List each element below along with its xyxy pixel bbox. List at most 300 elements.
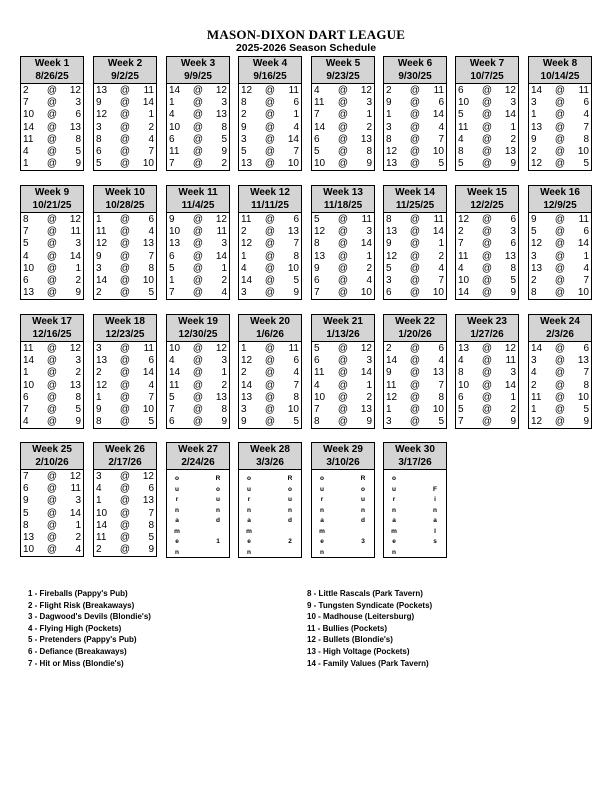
away-team-number: 5 <box>314 214 320 225</box>
home-team-number: 11 <box>70 483 81 495</box>
week-13-block <box>311 185 375 300</box>
match-row <box>456 263 518 275</box>
match-row <box>529 146 591 158</box>
match-row <box>21 483 83 495</box>
away-team-number: 1 <box>531 109 537 121</box>
at-symbol: @ <box>337 355 349 367</box>
home-team-number: 8 <box>293 391 299 403</box>
match-row <box>167 109 229 121</box>
away-team-number: 3 <box>96 343 102 354</box>
match-row <box>456 134 518 146</box>
match-row <box>21 367 83 379</box>
home-team-number: 2 <box>148 121 154 133</box>
match-row <box>529 238 591 250</box>
away-team-number: 5 <box>23 507 29 519</box>
match-row <box>529 158 591 170</box>
at-symbol: @ <box>46 483 58 495</box>
away-team-number: 3 <box>96 121 102 133</box>
at-symbol: @ <box>119 379 131 391</box>
away-team-number: 4 <box>169 109 175 121</box>
week-header <box>21 186 83 213</box>
home-team-number: 1 <box>366 379 372 391</box>
home-team-number: 11 <box>578 85 589 96</box>
home-team-number: 1 <box>366 109 372 121</box>
home-team-number: 13 <box>360 403 372 415</box>
home-team-number: 3 <box>75 97 81 109</box>
away-team-number: 12 <box>96 379 108 391</box>
match-row <box>529 226 591 238</box>
at-symbol: @ <box>481 343 493 354</box>
week-label: Week 2 <box>107 58 143 69</box>
week-header <box>94 443 156 470</box>
at-symbol: @ <box>337 262 349 274</box>
match-row <box>529 85 591 97</box>
home-team-number: 14 <box>142 97 154 109</box>
week-date: 1/27/26 <box>470 328 504 340</box>
home-team-number: 13 <box>360 133 372 145</box>
week-label: Week 5 <box>325 58 361 69</box>
at-symbol: @ <box>46 507 58 519</box>
vertical-letter: u <box>392 485 396 493</box>
home-team-number: 1 <box>438 238 444 250</box>
match-row <box>239 238 301 250</box>
at-symbol: @ <box>409 355 421 367</box>
match-row <box>456 226 518 238</box>
home-team-number: 14 <box>142 367 154 379</box>
match-row <box>456 380 518 392</box>
away-team-number: 8 <box>96 416 102 428</box>
away-team-number: 12 <box>241 355 253 367</box>
week-date: 2/17/26 <box>108 456 142 468</box>
home-team-number: 7 <box>583 121 589 133</box>
match-row <box>239 287 301 299</box>
match-row <box>529 251 591 263</box>
match-row <box>312 275 374 287</box>
tournament-vertical-text <box>312 470 374 557</box>
match-row <box>21 158 83 170</box>
match-row <box>239 134 301 146</box>
match-row <box>21 416 83 428</box>
vertical-letter: n <box>175 548 179 556</box>
home-team-number: 13 <box>142 238 154 250</box>
vertical-letter: n <box>392 548 396 556</box>
match-row <box>94 251 156 263</box>
match-row <box>239 380 301 392</box>
vertical-letter: o <box>320 475 324 482</box>
away-team-number: 5 <box>386 262 392 274</box>
tournament-word-column <box>172 474 182 558</box>
match-row <box>456 343 518 355</box>
vertical-letter: l <box>434 527 436 535</box>
vertical-letter: a <box>433 517 437 524</box>
away-team-number: 10 <box>458 97 470 109</box>
at-symbol: @ <box>192 403 204 415</box>
away-team-number: 8 <box>458 145 464 157</box>
match-row <box>384 392 446 404</box>
away-team-number: 1 <box>23 158 29 170</box>
match-row <box>529 367 591 379</box>
at-symbol: @ <box>46 343 58 354</box>
vertical-letter: o <box>247 475 251 482</box>
at-symbol: @ <box>554 238 566 250</box>
at-symbol: @ <box>264 109 276 121</box>
away-team-number: 11 <box>23 133 34 145</box>
away-team-number: 1 <box>169 97 175 109</box>
away-team-number: 7 <box>23 403 29 415</box>
week-date: 10/28/25 <box>105 199 145 211</box>
home-team-number: 8 <box>438 391 444 403</box>
home-team-number: 4 <box>221 287 227 299</box>
vertical-letter: a <box>320 517 324 524</box>
week-date: 12/16/25 <box>32 328 72 340</box>
home-team-number: 10 <box>432 403 444 415</box>
at-symbol: @ <box>192 262 204 274</box>
match-row <box>239 251 301 263</box>
match-row <box>456 367 518 379</box>
match-row <box>21 471 83 483</box>
home-team-number: 8 <box>221 403 227 415</box>
away-team-number: 5 <box>96 158 102 170</box>
match-row <box>312 355 374 367</box>
match-row <box>384 343 446 355</box>
home-team-number: 10 <box>432 145 444 157</box>
away-team-number: 2 <box>531 145 537 157</box>
match-row <box>21 263 83 275</box>
away-team-number: 9 <box>23 495 29 507</box>
match-list <box>94 84 156 170</box>
home-team-number: 1 <box>148 109 154 121</box>
at-symbol: @ <box>337 109 349 121</box>
home-team-number: 11 <box>578 214 589 225</box>
match-list <box>529 84 591 170</box>
home-team-number: 10 <box>142 158 154 170</box>
week-header <box>21 443 83 470</box>
home-team-number: 5 <box>148 531 154 543</box>
week-date: 2/3/26 <box>546 328 574 340</box>
week-date: 1/13/26 <box>326 328 360 340</box>
at-symbol: @ <box>119 85 131 96</box>
away-team-number: 5 <box>169 262 175 274</box>
at-symbol: @ <box>409 262 421 274</box>
at-symbol: @ <box>337 343 349 354</box>
vertical-letter: o <box>361 485 365 493</box>
week-label: Week 20 <box>250 316 290 327</box>
week-label: Week 19 <box>178 316 218 327</box>
vertical-letter: R <box>215 475 221 482</box>
home-team-number: 10 <box>432 287 444 299</box>
away-team-number: 6 <box>96 145 102 157</box>
legend-team-entry: 5 - Pretenders (Pappy's Pub) <box>28 635 137 645</box>
at-symbol: @ <box>264 274 276 286</box>
at-symbol: @ <box>192 274 204 286</box>
at-symbol: @ <box>409 238 421 250</box>
home-team-number: 6 <box>148 483 154 495</box>
match-row <box>167 238 229 250</box>
at-symbol: @ <box>264 416 276 428</box>
at-symbol: @ <box>481 121 493 133</box>
away-team-number: 6 <box>23 391 29 403</box>
match-row <box>384 122 446 134</box>
away-team-number: 4 <box>458 355 464 367</box>
away-team-number: 8 <box>386 133 392 145</box>
home-team-number: 11 <box>70 226 81 238</box>
match-row <box>94 146 156 158</box>
home-team-number: 5 <box>148 287 154 299</box>
away-team-number: 6 <box>23 274 29 286</box>
at-symbol: @ <box>337 97 349 109</box>
at-symbol: @ <box>481 367 493 379</box>
match-row <box>312 146 374 158</box>
home-team-number: 12 <box>69 85 81 96</box>
week-label: Week 22 <box>395 316 435 327</box>
round-word-column <box>430 474 440 548</box>
home-team-number: 3 <box>510 226 516 238</box>
week-header <box>94 315 156 342</box>
at-symbol: @ <box>264 343 276 354</box>
away-team-number: 4 <box>314 379 320 391</box>
at-symbol: @ <box>337 133 349 145</box>
at-symbol: @ <box>119 471 131 482</box>
vertical-letter <box>285 527 295 538</box>
home-team-number: 11 <box>361 214 372 225</box>
match-row <box>384 287 446 299</box>
at-symbol: @ <box>409 274 421 286</box>
match-row <box>21 251 83 263</box>
away-team-number: 9 <box>531 214 537 225</box>
away-team-number: 10 <box>169 226 181 238</box>
at-symbol: @ <box>409 379 421 391</box>
match-list <box>384 84 446 170</box>
week-header <box>456 315 518 342</box>
home-team-number: 14 <box>504 109 516 121</box>
away-team-number: 2 <box>96 367 102 379</box>
vertical-letter: 1 <box>216 538 220 545</box>
week-header <box>384 315 446 342</box>
at-symbol: @ <box>409 343 421 354</box>
home-team-number: 12 <box>504 85 516 96</box>
at-symbol: @ <box>192 391 204 403</box>
vertical-letter: s <box>433 538 437 545</box>
away-team-number: 10 <box>96 507 108 519</box>
match-list <box>167 213 229 299</box>
week-20-block <box>238 314 302 429</box>
home-team-number: 13 <box>432 367 444 379</box>
at-symbol: @ <box>119 121 131 133</box>
at-symbol: @ <box>337 85 349 96</box>
away-team-number: 2 <box>458 226 464 238</box>
away-team-number: 8 <box>241 97 247 109</box>
at-symbol: @ <box>119 544 131 556</box>
at-symbol: @ <box>409 416 421 428</box>
away-team-number: 3 <box>531 355 537 367</box>
match-row <box>312 226 374 238</box>
away-team-number: 12 <box>314 226 326 238</box>
away-team-number: 1 <box>241 343 247 354</box>
home-team-number: 1 <box>293 109 299 121</box>
vertical-letter: e <box>320 538 324 545</box>
match-row <box>384 97 446 109</box>
away-team-number: 3 <box>96 262 102 274</box>
week-header <box>167 186 229 213</box>
away-team-number: 10 <box>23 544 35 556</box>
away-team-number: 11 <box>96 531 107 543</box>
home-team-number: 10 <box>142 274 154 286</box>
at-symbol: @ <box>264 238 276 250</box>
match-row <box>384 263 446 275</box>
week-date: 9/16/25 <box>253 70 287 82</box>
at-symbol: @ <box>554 379 566 391</box>
away-team-number: 9 <box>386 97 392 109</box>
week-23-block <box>455 314 519 429</box>
match-row <box>384 134 446 146</box>
at-symbol: @ <box>119 287 131 299</box>
match-row <box>529 97 591 109</box>
home-team-number: 3 <box>221 355 227 367</box>
match-row <box>21 122 83 134</box>
away-team-number: 2 <box>386 85 392 96</box>
legend-team-entry: 11 - Bullies (Pockets) <box>307 623 388 633</box>
home-team-number: 12 <box>215 343 227 354</box>
away-team-number: 10 <box>314 158 326 170</box>
at-symbol: @ <box>554 355 566 367</box>
at-symbol: @ <box>264 355 276 367</box>
at-symbol: @ <box>119 531 131 543</box>
away-team-number: 13 <box>23 287 35 299</box>
home-team-number: 11 <box>143 85 154 96</box>
home-team-number: 2 <box>510 133 516 145</box>
home-team-number: 4 <box>438 121 444 133</box>
at-symbol: @ <box>192 379 204 391</box>
match-row <box>94 520 156 532</box>
match-row <box>456 355 518 367</box>
away-team-number: 7 <box>23 226 29 238</box>
at-symbol: @ <box>409 109 421 121</box>
away-team-number: 4 <box>314 85 320 96</box>
away-team-number: 13 <box>531 262 543 274</box>
match-row <box>21 226 83 238</box>
at-symbol: @ <box>481 287 493 299</box>
away-team-number: 9 <box>241 416 247 428</box>
home-team-number: 8 <box>75 133 81 145</box>
at-symbol: @ <box>409 226 421 238</box>
week-date: 12/23/25 <box>105 328 145 340</box>
match-row <box>239 392 301 404</box>
away-team-number: 13 <box>23 531 35 543</box>
home-team-number: 9 <box>75 158 81 170</box>
home-team-number: 12 <box>215 214 227 225</box>
at-symbol: @ <box>409 158 421 170</box>
away-team-number: 8 <box>531 287 537 299</box>
home-team-number: 12 <box>69 343 81 354</box>
away-team-number: 4 <box>23 145 29 157</box>
away-team-number: 5 <box>458 158 464 170</box>
match-row <box>529 214 591 226</box>
week-6-block <box>383 56 447 171</box>
at-symbol: @ <box>264 391 276 403</box>
vertical-letter: a <box>392 517 396 524</box>
away-team-number: 8 <box>23 519 29 531</box>
match-row <box>529 263 591 275</box>
match-row <box>94 343 156 355</box>
away-team-number: 10 <box>169 343 181 354</box>
home-team-number: 13 <box>142 495 154 507</box>
match-row <box>94 495 156 507</box>
match-row <box>167 85 229 97</box>
away-team-number: 6 <box>314 355 320 367</box>
match-row <box>384 146 446 158</box>
home-team-number: 13 <box>215 391 227 403</box>
at-symbol: @ <box>119 355 131 367</box>
away-team-number: 14 <box>169 85 181 96</box>
week-label: Week 13 <box>323 187 363 198</box>
at-symbol: @ <box>192 85 204 96</box>
home-team-number: 4 <box>293 121 299 133</box>
home-team-number: 4 <box>293 367 299 379</box>
match-row <box>456 146 518 158</box>
match-list <box>21 213 83 299</box>
vertical-letter: u <box>175 485 179 493</box>
match-row <box>21 544 83 556</box>
vertical-letter: u <box>320 485 324 493</box>
at-symbol: @ <box>337 214 349 225</box>
away-team-number: 7 <box>169 403 175 415</box>
match-list <box>312 342 374 428</box>
week-date: 9/2/25 <box>111 70 139 82</box>
at-symbol: @ <box>264 367 276 379</box>
week-9-block <box>20 185 84 300</box>
at-symbol: @ <box>119 274 131 286</box>
away-team-number: 9 <box>169 214 175 225</box>
week-date: 9/23/25 <box>326 70 360 82</box>
match-row <box>312 416 374 428</box>
legend-team-entry: 10 - Madhouse (Leitersburg) <box>307 612 415 622</box>
at-symbol: @ <box>46 471 58 482</box>
away-team-number: 10 <box>23 262 35 274</box>
match-row <box>94 544 156 556</box>
match-row <box>167 416 229 428</box>
match-row <box>456 238 518 250</box>
vertical-letter: m <box>174 527 180 535</box>
week-date: 9/9/25 <box>184 70 212 82</box>
match-row <box>239 416 301 428</box>
vertical-letter: o <box>216 485 220 493</box>
at-symbol: @ <box>119 391 131 403</box>
at-symbol: @ <box>46 262 58 274</box>
at-symbol: @ <box>554 274 566 286</box>
at-symbol: @ <box>481 416 493 428</box>
away-team-number: 14 <box>314 121 326 133</box>
at-symbol: @ <box>119 97 131 109</box>
home-team-number: 13 <box>577 355 589 367</box>
week-header <box>167 443 229 470</box>
match-row <box>94 483 156 495</box>
away-team-number: 1 <box>96 391 102 403</box>
away-team-number: 9 <box>386 367 392 379</box>
at-symbol: @ <box>119 145 131 157</box>
home-team-number: 7 <box>583 274 589 286</box>
away-team-number: 14 <box>241 274 253 286</box>
home-team-number: 14 <box>504 379 516 391</box>
match-row <box>239 122 301 134</box>
home-team-number: 7 <box>438 274 444 286</box>
week-label: Week 27 <box>178 444 218 455</box>
league-title: MASON-DIXON DART LEAGUE <box>206 27 406 42</box>
away-team-number: 13 <box>314 250 326 262</box>
week-7-block <box>455 56 519 171</box>
home-team-number: 9 <box>148 544 154 556</box>
week-10-block <box>93 185 157 300</box>
away-team-number: 7 <box>314 287 320 299</box>
